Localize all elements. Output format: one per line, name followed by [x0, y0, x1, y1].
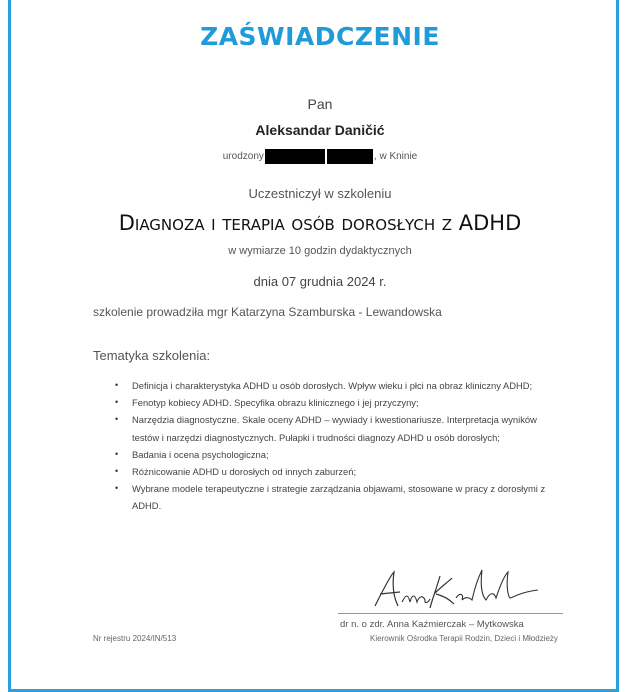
course-title: Diagnoza i terapia osób dorosłych z ADHD	[118, 211, 522, 235]
list-item: • Definicja i charakterystyka ADHD u osób dorosłych. Wpływ wieku i płci na obraz kliniczny ADHD;	[115, 377, 547, 394]
signer-name: dr n. o zdr. Anna Kaźmierczak – Mytkowska	[340, 619, 524, 630]
certificate-title: ZAŚWIADCZENIE	[200, 22, 440, 51]
list-item: • Różnicowanie ADHD u dorosłych od innych zaburzeń;	[115, 463, 547, 480]
signer-title: Kierownik Ośrodka Terapii Rodzin, Dzieci i Młodzieży	[370, 634, 558, 643]
list-item: • Fenotyp kobiecy ADHD. Specyfika obrazu klinicznego i jej przyczyny;	[115, 394, 547, 411]
date-text: dnia 07 grudnia 2024 r.	[253, 274, 387, 289]
register-number: Nr rejestru 2024/IN/513	[93, 634, 177, 643]
birth-suffix: , w Kninie	[373, 151, 418, 163]
handwritten-signature	[370, 562, 545, 612]
list-item: • Wybrane modele terapeutyczne i strategie zarządzania objawami, stosowane w pracy z dorosłymi z ADHD.	[115, 480, 547, 514]
topics-list	[115, 377, 547, 515]
redaction-bar	[265, 149, 325, 164]
birth-prefix: urodzony	[222, 151, 264, 163]
salutation: Pan	[307, 96, 333, 112]
list-item: • Badania i ocena psychologiczna;	[115, 446, 547, 463]
redaction-bar	[327, 149, 373, 164]
instructor-text: szkolenie prowadziła mgr Katarzyna Szamburska - Lewandowska	[93, 305, 442, 319]
recipient-name: Aleksandar Daničić	[255, 122, 385, 138]
topics-heading: Tematyka szkolenia:	[93, 348, 211, 363]
participation-text: Uczestniczył w szkoleniu	[248, 186, 392, 201]
signature-line	[338, 613, 563, 614]
list-item: • Narzędzia diagnostyczne. Skale oceny ADHD – wywiady i kwestionariusze. Interpretacja wyników testów i narzędzi diagnostycznych. Pułapki i trudności diagnozy ADHD u osób dorosłych;	[115, 411, 547, 445]
hours-text: w wymiarze 10 godzin dydaktycznych	[228, 245, 412, 257]
birth-info	[0, 149, 640, 164]
